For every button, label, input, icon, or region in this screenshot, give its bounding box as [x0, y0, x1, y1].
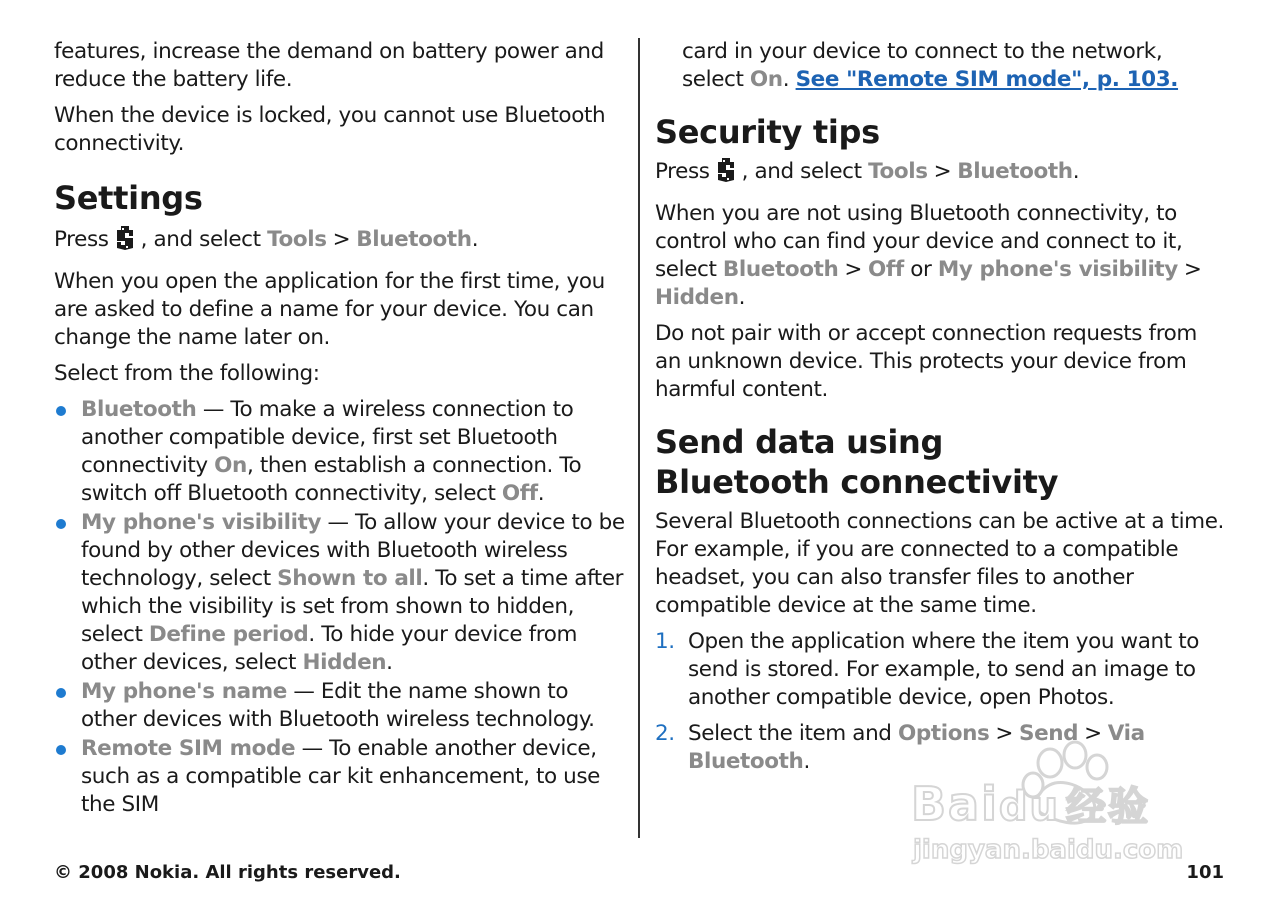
baidu-watermark	[905, 735, 1205, 875]
menu-separator: >	[1084, 721, 1102, 746]
period: .	[471, 227, 479, 252]
and-select-text: , and select	[140, 227, 261, 252]
option-hidden[interactable]: Hidden	[655, 285, 739, 310]
menu-separator: >	[995, 721, 1013, 746]
list-item-remote-sim	[54, 735, 626, 819]
bullet-icon	[56, 688, 66, 698]
settings-heading: Settings	[54, 179, 203, 217]
step-text: Open the application where the item you want to send is stored. For example, to send an image to another compatible device, open Photos.	[688, 629, 1199, 710]
security-press-line	[655, 156, 1227, 192]
menu-bluetooth[interactable]: Bluetooth	[356, 227, 472, 252]
watermark-brand-text: Bai	[911, 777, 999, 831]
option-my-phones-visibility[interactable]: My phone's visibility	[937, 257, 1178, 282]
option-shown-to-all[interactable]: Shown to all	[277, 566, 423, 591]
option-send[interactable]: Send	[1019, 721, 1079, 746]
menu-separator: >	[1183, 257, 1202, 282]
menu-key-icon	[114, 224, 136, 260]
watermark-cn-text: 经验	[1065, 784, 1150, 830]
security-paragraph-1	[655, 200, 1227, 312]
option-bluetooth[interactable]: Bluetooth	[722, 257, 839, 282]
option-define-period[interactable]: Define period	[148, 622, 309, 647]
option-via-bluetooth[interactable]: Via Bluetooth	[688, 721, 1145, 774]
menu-tools[interactable]: Tools	[267, 227, 327, 252]
press-label: Press	[655, 159, 710, 184]
item-text: .	[537, 481, 545, 506]
list-item-phone-name	[54, 678, 626, 734]
menu-separator: >	[844, 257, 862, 282]
send-data-paragraph: Several Bluetooth connections can be active at a time. For example, if you are connected to a compatible headset, you can also transfer files to another compatible device at the same time.	[655, 509, 1224, 618]
menu-tools[interactable]: Tools	[868, 159, 928, 184]
item-text: — To enable another device, such as a compatible car kit enhancement, to use the SIM	[81, 736, 601, 817]
item-text: , then establish a connection. To switch off Bluetooth connectivity, select	[81, 453, 582, 506]
and-select-text: , and select	[741, 159, 862, 184]
right-column	[655, 38, 1227, 784]
option-hidden[interactable]: Hidden	[302, 650, 387, 675]
list-item-visibility	[54, 509, 626, 677]
option-bluetooth[interactable]: Bluetooth	[81, 397, 197, 422]
security-text: When you are not using Bluetooth connectivity, to control who can find your device and connect to it, select	[655, 201, 1183, 282]
copyright-footer: © 2008 Nokia. All rights reserved.	[54, 862, 401, 883]
period: .	[803, 749, 810, 774]
continued-text: card in your device to connect to the network, select	[682, 39, 1163, 92]
security-paragraph-2: Do not pair with or accept connection requests from an unknown device. This protects your device from harmful content.	[655, 321, 1197, 402]
item-text: . To hide your device from other devices, select	[81, 622, 578, 675]
menu-separator: >	[332, 227, 351, 252]
or-text: or	[903, 257, 938, 282]
menu-bluetooth[interactable]: Bluetooth	[957, 159, 1073, 184]
option-off[interactable]: Off	[501, 481, 538, 506]
bullet-icon	[56, 745, 66, 755]
option-my-phones-visibility[interactable]: My phone's visibility	[81, 510, 322, 535]
item-text: — To allow your device to be found by other devices with Bluetooth wireless technology, select	[81, 510, 625, 591]
watermark-brand	[911, 775, 1150, 832]
option-options[interactable]: Options	[897, 721, 990, 746]
item-text: — To make a wireless connection to another compatible device, first set Bluetooth connectivity	[81, 397, 574, 478]
bullet-icon	[56, 519, 66, 529]
option-remote-sim-mode[interactable]: Remote SIM mode	[81, 736, 296, 761]
step-text: Select the item and	[688, 721, 898, 746]
bullet-icon	[56, 406, 66, 416]
option-off[interactable]: Off	[868, 257, 904, 282]
watermark-brand-text: du	[998, 784, 1060, 830]
period: .	[782, 67, 790, 92]
item-text: . To set a time after which the visibility is set from shown to hidden, select	[81, 566, 624, 647]
option-on[interactable]: On	[214, 453, 247, 478]
menu-key-icon	[715, 156, 737, 192]
continued-paragraph	[655, 38, 1227, 94]
settings-press-line	[54, 224, 626, 260]
option-my-phones-name[interactable]: My phone's name	[81, 679, 287, 704]
item-text: .	[386, 650, 393, 675]
menu-separator: >	[933, 159, 952, 184]
intro-paragraph-1: features, increase the demand on battery power and reduce the battery life.	[54, 39, 604, 92]
select-following-text: Select from the following:	[54, 361, 320, 386]
period: .	[738, 285, 746, 310]
press-label: Press	[54, 227, 109, 252]
settings-list	[54, 396, 626, 819]
left-column	[54, 38, 626, 820]
list-item-bluetooth	[54, 396, 626, 508]
item-text: — Edit the name shown to other devices with Bluetooth wireless technology.	[81, 679, 595, 732]
step-1	[655, 628, 1227, 712]
column-divider	[638, 38, 640, 838]
page-number: 101	[1186, 862, 1224, 883]
first-time-paragraph: When you open the application for the first time, you are asked to define a name for your device. You can change the name later on.	[54, 269, 605, 350]
remote-sim-link[interactable]: See "Remote SIM mode", p. 103.	[795, 67, 1179, 92]
option-on[interactable]: On	[749, 67, 783, 92]
step-number: 2.	[655, 721, 675, 746]
intro-paragraph-2: When the device is locked, you cannot use Bluetooth connectivity.	[54, 103, 606, 156]
security-tips-heading: Security tips	[655, 113, 880, 151]
watermark-url: jingyan.baidu.com	[913, 835, 1184, 865]
step-number: 1.	[655, 629, 675, 654]
period: .	[1072, 159, 1080, 184]
send-data-heading: Send data using Bluetooth connectivity	[655, 423, 1059, 501]
